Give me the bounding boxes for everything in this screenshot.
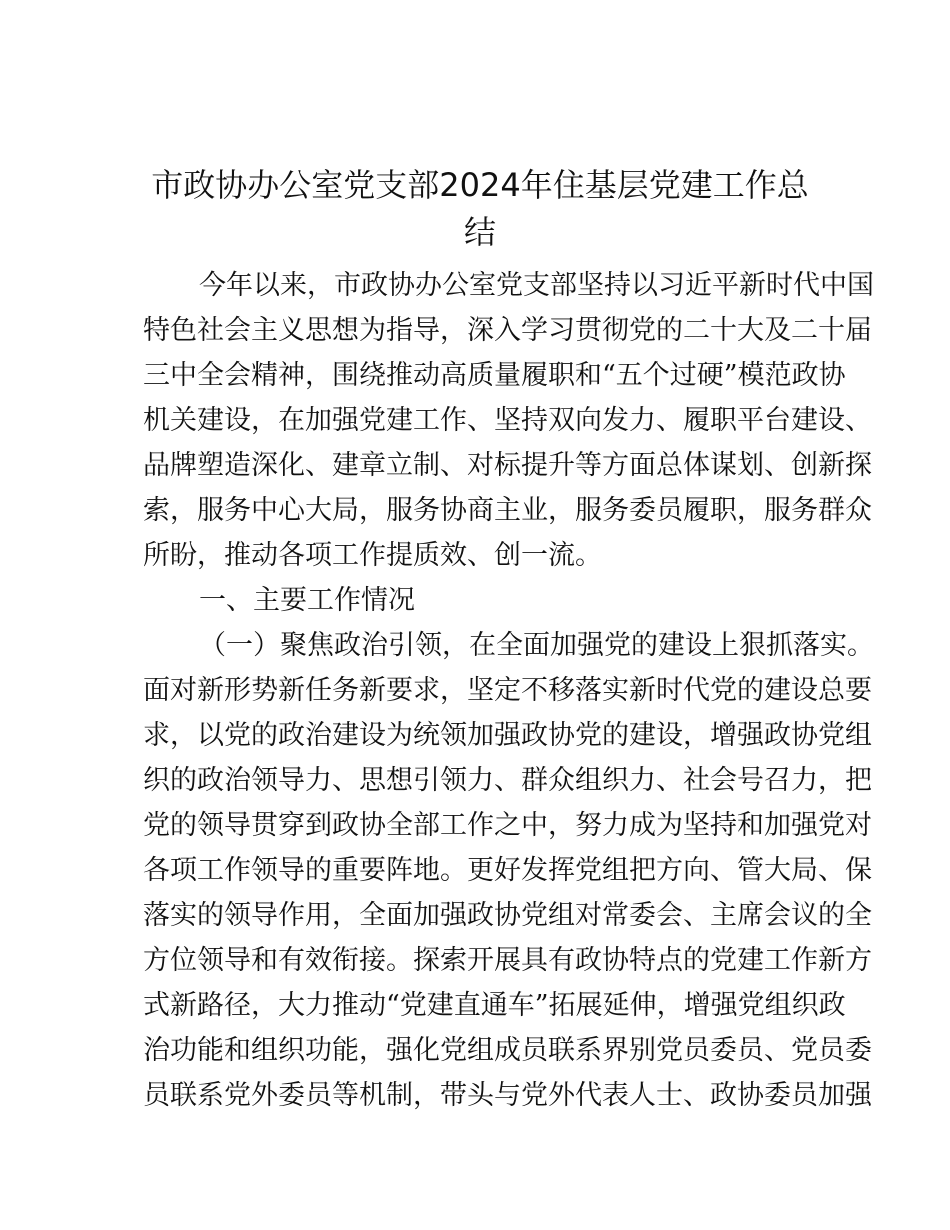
paragraph-line: 落实的领导作用，全面加强政协党组对常委会、主席会议的全 — [143, 900, 872, 931]
paragraph-line: 三中全会精神，围绕推动高质量履职和“五个过硬”模范政协 — [143, 360, 846, 391]
paragraph-line: 所盼，推动各项工作提质效、创一流。 — [143, 540, 602, 571]
title-line: 市政协办公室党支部2024年住基层党建工作总 — [151, 166, 809, 204]
paragraph-line: 机关建设，在加强党建工作、坚持双向发力、履职平台建设、 — [143, 405, 872, 436]
paragraph-line: 各项工作领导的重要阵地。更好发挥党组把方向、管大局、保 — [143, 855, 872, 886]
paragraph-line: 式新路径，大力推动“党建直通车”拓展延伸，增强党组织政 — [143, 990, 846, 1021]
paragraph-line: 索，服务中心大局，服务协商主业，服务委员履职，服务群众 — [143, 495, 872, 526]
title-line: 结 — [463, 213, 496, 251]
paragraph-line: 党的领导贯穿到政协全部工作之中，努力成为坚持和加强党对 — [143, 810, 872, 841]
document-body — [143, 263, 874, 1118]
paragraph-line: 特色社会主义思想为指导，深入学习贯彻党的二十大及二十届 — [143, 315, 872, 346]
paragraph-line: 方位领导和有效衔接。探索开展具有政协特点的党建工作新方 — [143, 945, 872, 976]
paragraph-line: 织的政治领导力、思想引领力、群众组织力、社会号召力，把 — [143, 765, 872, 796]
paragraph-line: 治功能和组织功能，强化党组成员联系界别党员委员、党员委 — [143, 1035, 872, 1066]
section-heading: 一、主要工作情况 — [199, 585, 415, 616]
paragraph-line: （一）聚焦政治引领，在全面加强党的建设上狠抓落实。 — [199, 630, 874, 661]
paragraph-line: 品牌塑造深化、建章立制、对标提升等方面总体谋划、创新探 — [143, 450, 872, 481]
paragraph-line: 面对新形势新任务新要求，坚定不移落实新时代党的建设总要 — [143, 675, 872, 706]
document-title — [140, 162, 820, 256]
paragraph-line: 员联系党外委员等机制，带头与党外代表人士、政协委员加强 — [143, 1080, 872, 1111]
paragraph-line: 求，以党的政治建设为统领加强政协党的建设，增强政协党组 — [143, 720, 872, 751]
paragraph-line: 今年以来，市政协办公室党支部坚持以习近平新时代中国 — [199, 270, 874, 301]
